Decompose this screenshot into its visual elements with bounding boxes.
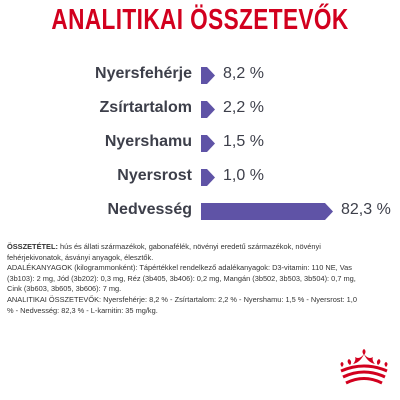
row-value: 1,5 % [223, 133, 264, 150]
row-label: Nyersrost [117, 167, 192, 184]
row-value: 1,0 % [223, 167, 264, 184]
analytical-paragraph: ANALITIKAI ÖSSZETEVŐK: Nyersfehérje: 8,2 % - Zsírtartalom: 2,2 % - Nyershamu: 1,5 % - Nyersrost: 1,0 % - Nedvesség: 82,3 % - L-karnitin: 35 mg/kg. [7, 294, 357, 315]
composition-text-block [7, 242, 362, 316]
analytics-row [0, 128, 400, 162]
value-bar [201, 203, 333, 220]
row-value: 82,3 % [341, 201, 391, 218]
row-label: Nyershamu [104, 133, 192, 150]
value-bar [201, 135, 215, 152]
analytics-row [0, 162, 400, 196]
analytics-row [0, 94, 400, 128]
row-label: Zsírtartalom [99, 99, 192, 116]
value-bar [201, 101, 215, 118]
analytics-row [0, 196, 400, 230]
ingredients-text: hús és állati származékok, gabonafélék, növényi eredetű származékok, növényi fehérjekivonatok, ásványi anyagok, élesztők. [7, 242, 321, 262]
analytics-bar-chart [0, 60, 400, 230]
brand-crown-logo [338, 349, 390, 387]
page-title: ANALITIKAI ÖSSZETEVŐK [51, 4, 349, 36]
row-value: 2,2 % [223, 99, 264, 116]
value-bar [201, 67, 215, 84]
composition-heading: ÖSSZETÉTEL: [7, 242, 58, 251]
row-label: Nedvesség [107, 201, 192, 218]
crown-icon [338, 349, 390, 387]
row-value: 8,2 % [223, 65, 264, 82]
additives-paragraph: ADALÉKANYAGOK (kilogrammonként): Tápértékkel rendelkező adalékanyagok: D3-vitamin: 110 NE, Vas (3b103): 2 mg, Jód (3b202): 0,3 mg, Réz (3b405, 3b406): 0,2 mg, Mangán (3b502, 3b503, 3b504): 0,7 mg, Cink (3b603, 3b605, 3b606): 7 mg. [7, 263, 356, 294]
ingredients-paragraph [7, 242, 362, 263]
row-label: Nyersfehérje [95, 65, 192, 82]
analytics-row [0, 60, 400, 94]
value-bar [201, 169, 215, 186]
